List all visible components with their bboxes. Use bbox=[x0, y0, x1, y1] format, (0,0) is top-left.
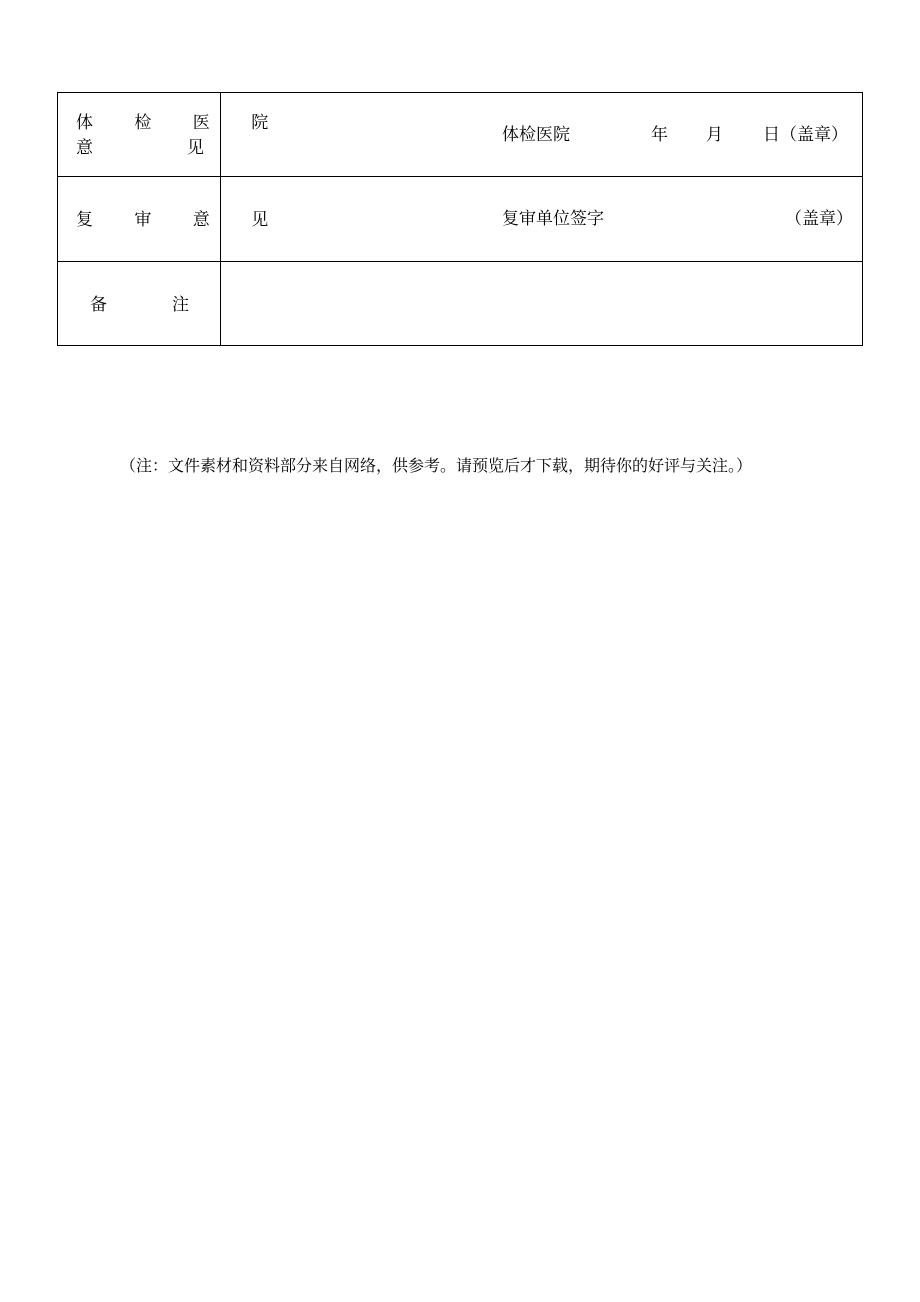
label-char-left: 意 bbox=[76, 138, 93, 158]
day-seal-field: 日（盖章） bbox=[763, 125, 848, 145]
footer-note: （注：文件素材和资料部分来自网络，供参考。请预览后才下载，期待你的好评与关注。） bbox=[120, 456, 753, 475]
column-divider bbox=[220, 262, 221, 345]
remarks-label-left: 备 bbox=[90, 295, 107, 315]
hospital-opinion-label-line1 bbox=[76, 113, 287, 133]
form-table bbox=[57, 92, 863, 346]
review-opinion-row bbox=[58, 177, 862, 262]
hospital-opinion-row bbox=[58, 93, 862, 177]
label-text: 体 检 医 院 bbox=[76, 113, 287, 133]
month-field: 月 bbox=[706, 125, 723, 145]
hospital-name-field: 体检医院 bbox=[502, 125, 570, 145]
column-divider bbox=[220, 93, 221, 176]
remarks-label-right: 注 bbox=[172, 295, 189, 315]
review-seal-field: （盖章） bbox=[785, 209, 853, 229]
review-opinion-label: 复 审 意 见 bbox=[76, 210, 287, 230]
remarks-row bbox=[58, 262, 862, 345]
review-sign-field: 复审单位签字 bbox=[502, 209, 604, 229]
label-char-right: 见 bbox=[187, 138, 204, 158]
hospital-opinion-label-line2 bbox=[76, 138, 204, 158]
year-field: 年 bbox=[651, 125, 668, 145]
